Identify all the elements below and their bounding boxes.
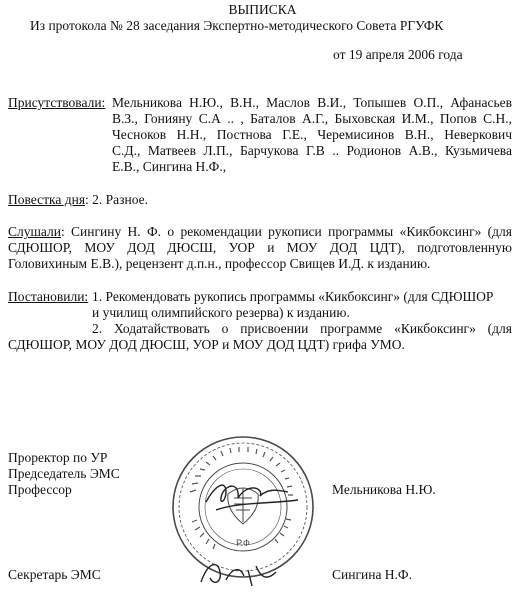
agenda xyxy=(8,192,148,208)
secretary-role: Секретарь ЭМС xyxy=(8,567,101,582)
secretary-name: Сингина Н.Ф. xyxy=(332,567,412,582)
agenda-text: : 2. Разное. xyxy=(85,192,149,207)
resolution-2-line-2: СДЮШОР, МОУ ДОД ДЮСШ, УОР и МОУ ДОД ЦДТ) грифа УМО. xyxy=(8,337,405,352)
resolved-label: Постановили: xyxy=(8,289,89,304)
present-line: Мельникова Н.Ю., В.Н., Маслов В.И., Топышев О.П., Афанасьев xyxy=(112,95,512,110)
heard-line-3: Головихиным Е.В.), рецензент д.п.н., профессор Свищев И.Д. к изданию. xyxy=(8,256,431,271)
heard-line-1 xyxy=(8,224,512,240)
present-line: В.З., Гонияну С.А .. , Баталов А.Г., Быховская И.М., Попов С.Н., xyxy=(112,111,512,126)
present-line: С.Д., Матвеев Л.П., Барчукова Г.В .. Родионов А.В., Кузьмичева xyxy=(112,143,512,158)
protocol-subtitle: Из протокола № 28 заседания Экспертно-методического Совета РГУФК xyxy=(30,18,444,33)
signer-name-1: Мельникова Н.Ю. xyxy=(332,482,436,497)
present-list xyxy=(112,95,512,159)
resolution-2 xyxy=(8,321,512,337)
heard-label: Слушали xyxy=(8,224,61,239)
present-line: Чесноков Н.Н., Постнова Г.Е., Черемисинов В.Н., Неверкович xyxy=(112,127,512,142)
document-title: ВЫПИСКА xyxy=(228,2,297,17)
resolution-1-line-1: 1. Рекомендовать рукопись программы «Кикбоксинг» (для СДЮШОР xyxy=(92,289,494,304)
signer-role-3: Профессор xyxy=(8,482,72,497)
secretary-signature xyxy=(196,552,286,592)
agenda-label: Повестка дня xyxy=(8,192,86,207)
seal-center-text: Р.Ф xyxy=(236,538,250,548)
signer-role-1: Проректор по УР xyxy=(8,450,108,465)
document-date: от 19 апреля 2006 года xyxy=(333,47,463,62)
heard-line-2: СДЮШОР, МОУ ДОД ДЮСШ, УОР и МОУ ДОД ЦДТ), подготовленную xyxy=(8,240,512,255)
present-line-last: Е.В., Сингина Н.Ф., xyxy=(112,159,227,174)
present-label: Присутствовали: xyxy=(8,95,106,110)
resolution-1-line-2: и училищ олимпийского резерва) к изданию. xyxy=(92,305,350,320)
heard-block xyxy=(8,224,512,256)
heard-text: : Сингину Н. Ф. о рекомендации рукописи программы «Кикбоксинг» (для xyxy=(60,224,512,239)
signer-role-2: Председатель ЭМС xyxy=(8,466,120,481)
resolution-2-line-1: 2. Ходатайствовать о присвоении программе «Кикбоксинг» (для xyxy=(92,321,512,336)
